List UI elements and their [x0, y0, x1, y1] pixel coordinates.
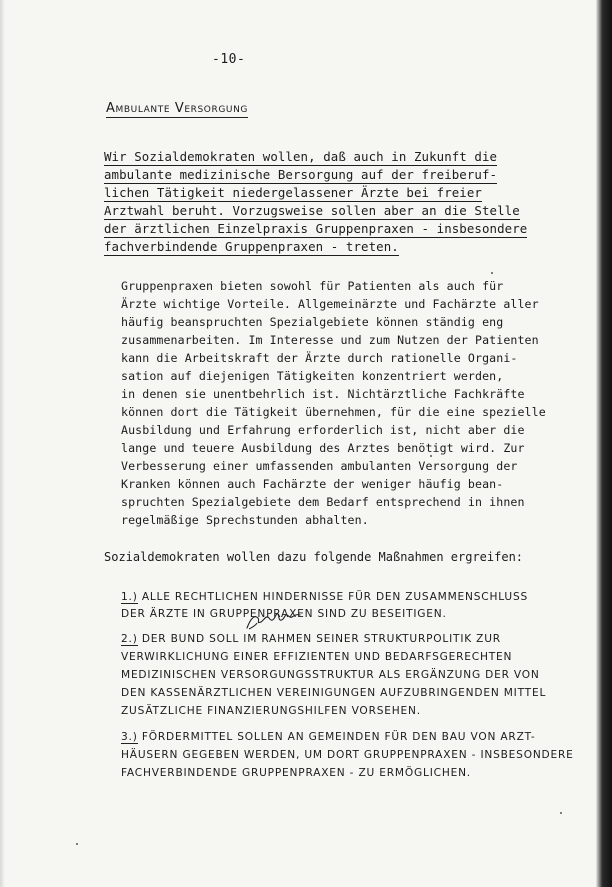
- body-line: Kranken können auch Fachärzte der weniger häufig bean-: [121, 477, 504, 491]
- intro-line: der ärztlichen Einzelpraxis Gruppenpraxen - insbesondere: [104, 221, 528, 236]
- measure-number: 3.): [121, 731, 138, 743]
- body-line: Ärzte wichtige Vorteile. Allgemeinärzte und Fachärzte aller: [121, 297, 539, 311]
- measure-item-3-line: [121, 730, 536, 745]
- measure-number: 1.): [121, 591, 138, 603]
- measure-item-1-line: DER ÄRZTE IN GRUPPENPRAXEN SIND ZU BESEITIGEN.: [121, 608, 447, 620]
- body-line: spruchten Spezialgebiete dem Bedarf entsprechend in ihnen: [121, 495, 525, 509]
- body-line: häufig beanspruchten Spezialgebiete können ständig eng: [121, 315, 504, 329]
- intro-line: Arztwahl beruht. Vorzugsweise sollen aber an die Stelle: [104, 203, 520, 218]
- scan-speck: [430, 455, 432, 457]
- body-line: können dort die Tätigkeit übernehmen, für die eine spezielle: [121, 405, 546, 419]
- measure-item-1-line: [121, 590, 528, 605]
- handwritten-note: [244, 606, 302, 630]
- intro-line: Wir Sozialdemokraten wollen, daß auch in Zukunft die: [104, 149, 498, 164]
- body-line: Verbesserung einer umfassenden ambulanten Versorgung der: [121, 459, 518, 473]
- measure-text: DER BUND SOLL IM RAHMEN SEINER STRUKTURPOLITIK ZUR: [141, 633, 501, 645]
- scan-border-right: [596, 0, 612, 887]
- page-number: -10-: [212, 52, 246, 67]
- body-line: zusammenarbeiten. Im Interesse und zum Nutzen der Patienten: [121, 333, 539, 347]
- section-title: Ambulante Versorgung: [106, 101, 248, 116]
- intro-line: lichen Tätigkeit niedergelassener Ärzte bei freier: [104, 185, 482, 200]
- scan-speck: [491, 272, 493, 274]
- measure-item-2-line: VERWIRKLICHUNG EINER EFFIZIENTEN UND BEDARFSGERECHTEN: [121, 651, 513, 663]
- scan-speck: [560, 812, 562, 814]
- measure-item-2-line: DEN KASSENÄRZTLICHEN VEREINIGUNGEN AUFZUBRINGENDEN MITTEL: [121, 687, 547, 699]
- scan-speck: [76, 843, 78, 845]
- intro-line: fachverbindende Gruppenpraxen - treten.: [104, 239, 399, 254]
- scan-border-left: [0, 0, 5, 887]
- measure-number: 2.): [121, 633, 138, 645]
- measure-item-3-line: FACHVERBINDENDE GRUPPENPRAXEN - ZU ERMÖGLICHEN.: [121, 767, 471, 779]
- measure-text: ALLE RECHTLICHEN HINDERNISSE FÜR DEN ZUSAMMENSCHLUSS: [141, 591, 529, 603]
- body-line: regelmäßige Sprechstunden abhalten.: [121, 513, 369, 527]
- body-line: in denen sie unentbehrlich ist. Nichtärztliche Fachkräfte: [121, 387, 525, 401]
- body-line: sation auf diejenigen Tätigkeiten konzentriert werden,: [121, 369, 504, 383]
- measure-item-2-line: MEDIZINISCHEN VERSORGUNGSSTRUKTUR ALS ERGÄNZUNG DER VON: [121, 669, 540, 681]
- body-line: Gruppenpraxen bieten sowohl für Patienten als auch für: [121, 279, 504, 293]
- body-line: kann die Arbeitskraft der Ärzte durch rationelle Organi-: [121, 351, 518, 365]
- measure-item-2-line: [121, 632, 501, 647]
- intro-line: ambulante medizinische Bersorgung auf der freiberuf-: [104, 167, 498, 182]
- measure-item-3-line: HÄUSERN GEGEBEN WERDEN, UM DORT GRUPPENPRAXEN - INSBESONDERE: [121, 749, 574, 761]
- body-line: lange und teuere Ausbildung des Arztes benötigt wird. Zur: [121, 441, 525, 455]
- measure-text: FÖRDERMITTEL SOLLEN AN GEMEINDEN FÜR DEN BAU VON ARZT-: [141, 731, 536, 743]
- measures-intro: Sozialdemokraten wollen dazu folgende Maßnahmen ergreifen:: [104, 550, 524, 564]
- measure-item-2-line: ZUSÄTZLICHE FINANZIERUNGSHILFEN VORSEHEN.: [121, 705, 421, 717]
- body-line: Ausbildung und Erfahrung erforderlich ist, nicht aber die: [121, 423, 525, 437]
